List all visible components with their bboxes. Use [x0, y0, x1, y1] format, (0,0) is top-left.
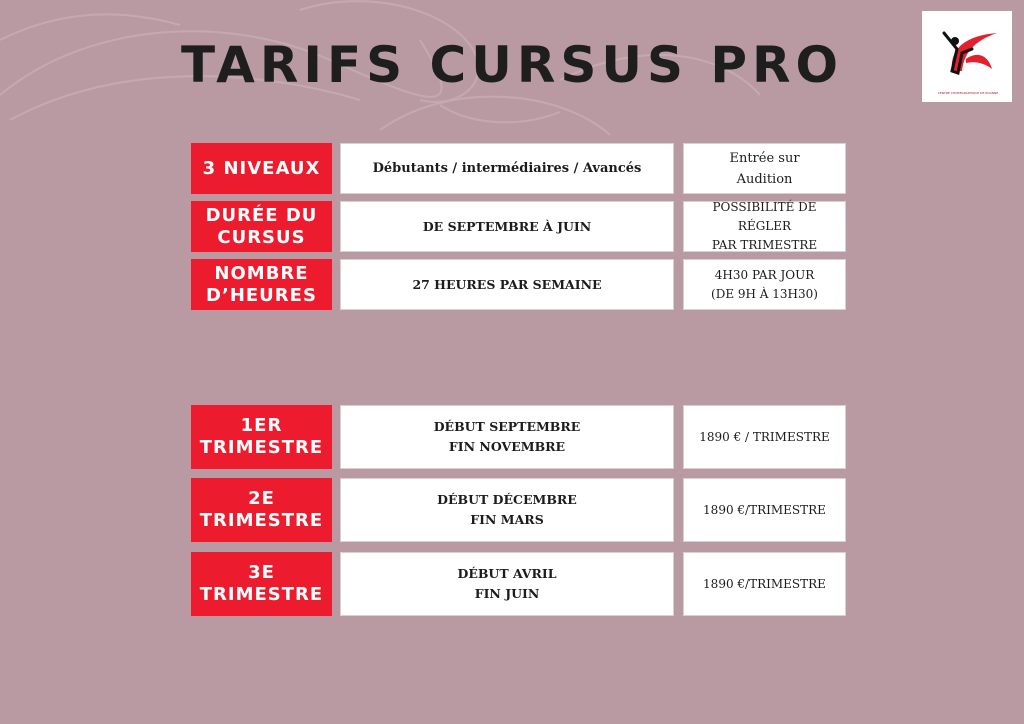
label-line: TRIMESTRE — [199, 584, 324, 605]
label-line: 2E — [248, 488, 275, 509]
info-row-1-right — [683, 143, 846, 194]
middle-line: DÉBUT AVRIL — [457, 566, 557, 581]
label-line: D’HEURES — [206, 284, 317, 306]
right-line: (DE 9H À 13H30) — [711, 286, 818, 301]
middle-text: Débutants / intermédiaires / Avancés — [372, 160, 642, 176]
info-row-1-middle — [340, 143, 674, 194]
info-row-2-label — [191, 201, 332, 252]
right-line: POSSIBILITÉ DE RÉGLER — [712, 200, 817, 233]
label-line: 3 NIVEAUX — [202, 157, 321, 179]
trimester-row-3-price — [683, 552, 846, 616]
middle-line: FIN NOVEMBRE — [448, 439, 566, 454]
right-line: PAR TRIMESTRE — [711, 238, 818, 252]
right-line: Audition — [736, 171, 793, 187]
label-line: TRIMESTRE — [199, 510, 324, 531]
label-line: 1ER — [240, 415, 283, 436]
label-line: NOMBRE — [214, 262, 309, 284]
logo-text: CENTRE CHOREGRAPHIQUE DE ROANNE — [937, 91, 999, 95]
middle-line: FIN JUIN — [474, 586, 540, 601]
info-row-2-right — [683, 201, 846, 252]
trimester-row-1-label — [191, 405, 332, 469]
price-text: 1890 €/TRIMESTRE — [703, 576, 826, 591]
right-line: Entrée sur — [729, 150, 800, 166]
middle-line: DÉBUT DÉCEMBRE — [437, 492, 577, 507]
dancer-logo-icon — [922, 11, 1012, 91]
middle-text: DE SEPTEMBRE À JUIN — [422, 218, 592, 234]
trimester-row-1-middle — [340, 405, 674, 469]
price-text: 1890 € / TRIMESTRE — [699, 429, 830, 444]
price-text: 1890 €/TRIMESTRE — [703, 502, 826, 517]
label-line: CURSUS — [217, 226, 306, 248]
trimester-row-2-middle — [340, 478, 674, 542]
info-row-2-middle — [340, 201, 674, 252]
trimester-row-2-price — [683, 478, 846, 542]
middle-line: DÉBUT SEPTEMBRE — [433, 419, 581, 434]
info-row-1-label — [191, 143, 332, 194]
trimester-row-3-label — [191, 552, 332, 616]
right-line: 4H30 PAR JOUR — [714, 267, 815, 282]
trimester-row-2-label — [191, 478, 332, 542]
info-row-3-middle — [340, 259, 674, 310]
trimester-row-3-middle — [340, 552, 674, 616]
page-title: TARIFS CURSUS PRO — [180, 36, 844, 94]
label-line: TRIMESTRE — [199, 437, 324, 458]
middle-line: FIN MARS — [470, 512, 544, 527]
logo — [922, 11, 1012, 102]
trimester-row-1-price — [683, 405, 846, 469]
label-line: DURÉE DU — [205, 204, 318, 226]
info-row-3-right — [683, 259, 846, 310]
label-line: 3E — [248, 562, 275, 583]
info-row-3-label — [191, 259, 332, 310]
middle-text: 27 HEURES PAR SEMAINE — [412, 276, 602, 292]
